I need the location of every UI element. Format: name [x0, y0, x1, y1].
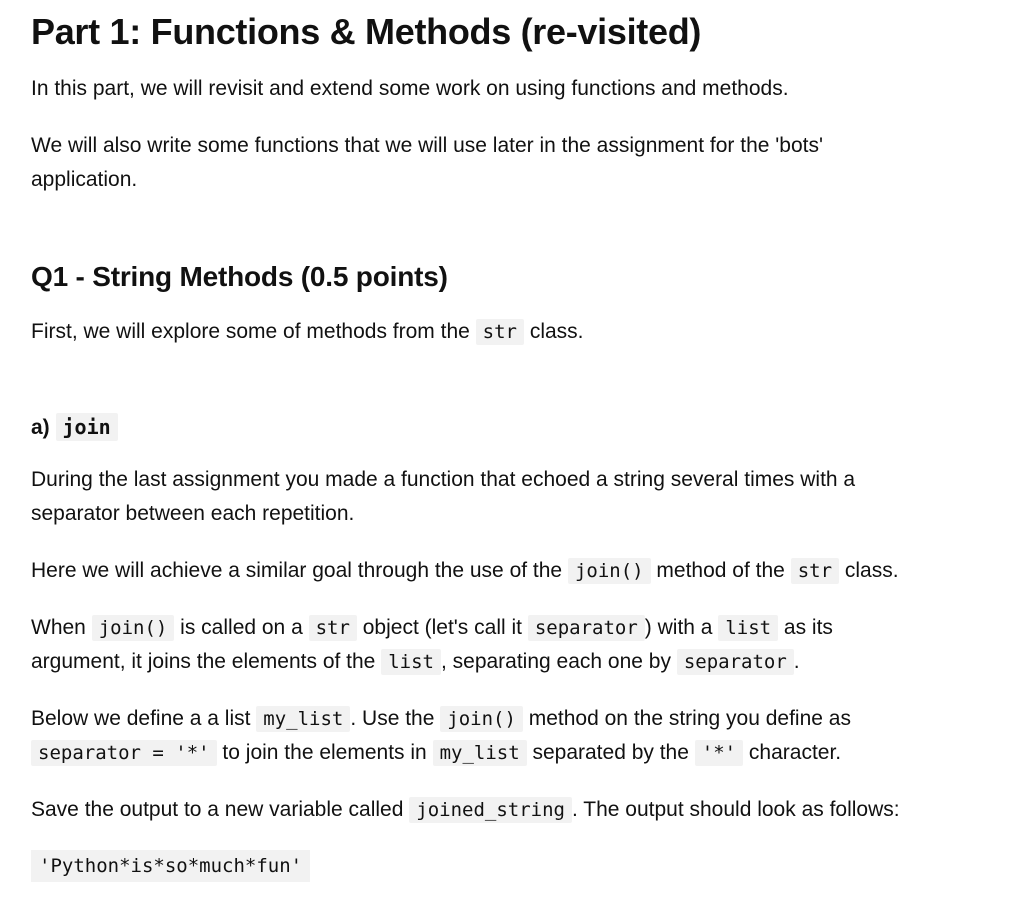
text: is called on a [174, 616, 309, 639]
code-join-call: join() [92, 615, 175, 641]
code-separator: separator [677, 649, 794, 675]
text: . [793, 650, 800, 673]
text: argument, it joins the elements of the [31, 650, 382, 673]
qa-paragraph-1-line1: During the last assignment you made a function that echoed a string several times with a [31, 468, 856, 491]
intro-paragraph-2-line1: We will also write some functions that we will use later in the assignment for the 'bots' [31, 134, 823, 157]
text: as its [778, 616, 833, 639]
part-title: Part 1: Functions & Methods (re-visited) [31, 11, 702, 52]
code-str: str [309, 615, 357, 641]
q1-lead [31, 315, 1024, 349]
code-join-call: join() [568, 558, 651, 584]
qa-paragraph-4-line1 [31, 702, 1024, 736]
text: . The output should look as follows: [571, 798, 900, 821]
text: When [31, 616, 92, 639]
qa-paragraph-3-line1 [31, 611, 1024, 645]
qa-paragraph-2 [31, 554, 1024, 588]
expected-output-block: 'Python*is*so*much*fun' [31, 850, 310, 882]
code-my-list: my_list [433, 740, 527, 766]
intro-paragraph: In this part, we will revisit and extend some work on using functions and methods. [31, 77, 789, 100]
code-str: str [476, 319, 524, 345]
qa-paragraph-5 [31, 793, 1024, 827]
code-separator-assign: separator = '*' [31, 740, 217, 766]
text: Save the output to a new variable called [31, 798, 410, 821]
qa-paragraph-3-line2 [31, 645, 1024, 679]
text: character. [743, 741, 842, 764]
text: class. [523, 320, 584, 343]
text: to join the elements in [216, 741, 433, 764]
text: First, we will explore some of methods from the [31, 320, 476, 343]
text: Below we define a a list [31, 707, 257, 730]
qa-label: a) [31, 416, 56, 439]
text: ) with a [644, 616, 719, 639]
text: . Use the [350, 707, 441, 730]
code-join: join [56, 413, 118, 441]
text: method on the string you define as [522, 707, 851, 730]
q1-heading: Q1 - String Methods (0.5 points) [31, 261, 448, 292]
code-join-call: join() [440, 706, 523, 732]
code-star: '*' [695, 740, 743, 766]
code-my-list: my_list [256, 706, 350, 732]
text: , separating each one by [440, 650, 677, 673]
text: object (let's call it [356, 616, 528, 639]
code-str: str [791, 558, 839, 584]
code-separator: separator [528, 615, 645, 641]
text: class. [839, 559, 899, 582]
intro-paragraph-2-line2: application. [31, 168, 138, 191]
qa-heading [31, 412, 1024, 443]
code-list: list [381, 649, 441, 675]
text: Here we will achieve a similar goal through the use of the [31, 559, 568, 582]
qa-paragraph-4-line2 [31, 736, 1024, 770]
code-list: list [718, 615, 778, 641]
code-joined-string: joined_string [409, 797, 572, 823]
text: method of the [650, 559, 791, 582]
qa-paragraph-1-line2: separator between each repetition. [31, 502, 355, 525]
text: separated by the [526, 741, 695, 764]
